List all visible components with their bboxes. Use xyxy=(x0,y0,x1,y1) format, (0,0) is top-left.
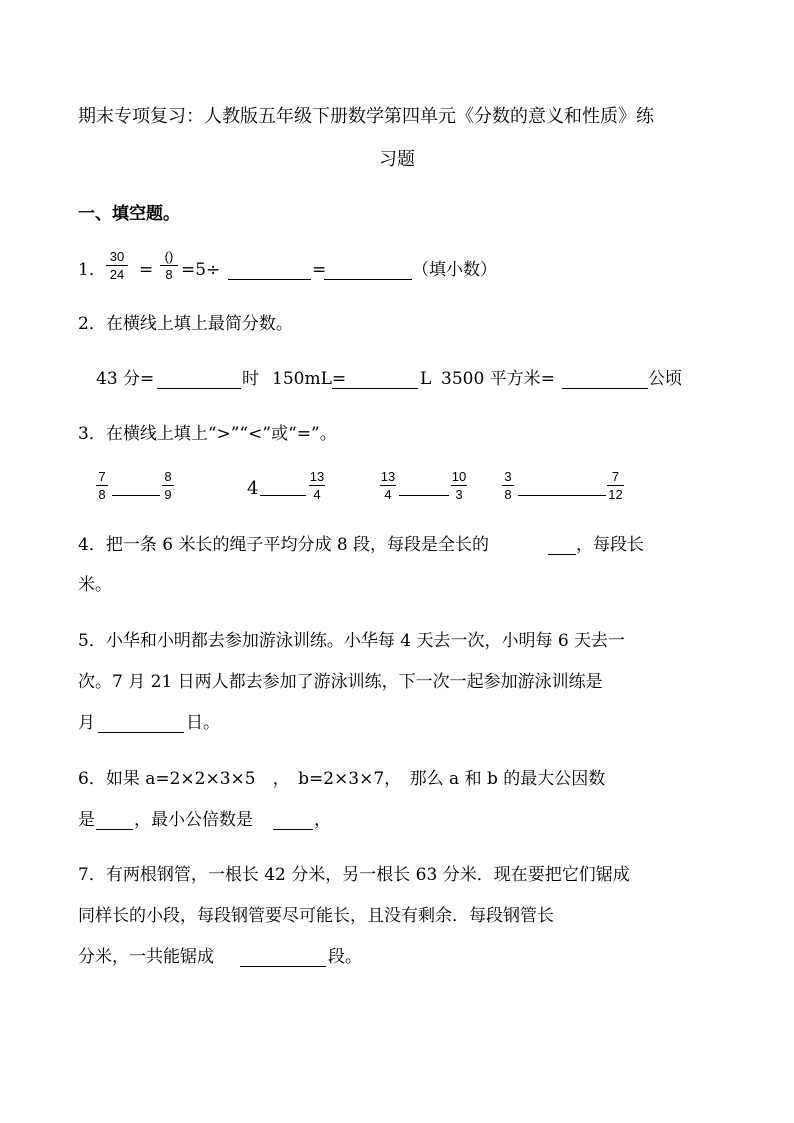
fraction-denominator: 8 xyxy=(165,267,173,282)
fraction-numerator: 13 xyxy=(309,469,325,484)
fraction-denominator: 24 xyxy=(109,267,125,282)
answer-blank[interactable] xyxy=(273,829,313,830)
comparison-blank[interactable] xyxy=(399,495,449,496)
fraction-10-3 xyxy=(451,470,467,501)
fraction-denominator: 4 xyxy=(384,487,392,502)
conversion-label: 150mL= xyxy=(272,369,347,389)
answer-blank[interactable] xyxy=(96,829,133,830)
fraction-numerator: 10 xyxy=(451,469,467,484)
unit-label: 公顷 xyxy=(648,369,682,389)
answer-blank[interactable] xyxy=(240,966,326,967)
fraction-denominator: 4 xyxy=(313,487,321,502)
fraction-bar xyxy=(106,265,128,266)
question-text: 日。 xyxy=(186,713,220,733)
answer-blank[interactable] xyxy=(228,279,311,280)
fraction-numerator: 8 xyxy=(164,469,172,484)
fraction-13-4 xyxy=(309,470,325,501)
fraction-30-24 xyxy=(106,250,128,281)
page-title-line-2: 习题 xyxy=(379,149,415,170)
conversion-label: 3500 平方米= xyxy=(441,369,555,389)
answer-blank[interactable] xyxy=(98,732,184,733)
question-text: 是 xyxy=(78,810,95,830)
question-text: ，每段长 xyxy=(576,535,644,555)
fraction-denominator: 8 xyxy=(98,487,106,502)
question-text: 月 xyxy=(78,713,95,733)
fraction-denominator: 3 xyxy=(455,487,463,502)
question-text: 5．小华和小明都去参加游泳训练。小华每 4 天去一次，小明每 6 天去一 xyxy=(78,631,626,651)
question-text: 米。 xyxy=(78,575,112,595)
answer-blank[interactable] xyxy=(324,279,412,280)
answer-blank[interactable] xyxy=(332,388,418,389)
fraction-bar xyxy=(96,485,108,486)
fraction-7-12 xyxy=(607,470,624,501)
question-text: 7．有两根钢管，一根长 42 分米，另一根长 63 分米．现在要把它们锯成 xyxy=(78,865,630,885)
question-prompt: 3．在横线上填上“>”“<”或“=”。 xyxy=(78,424,337,444)
fraction-numerator: () xyxy=(164,249,174,264)
comparison-blank[interactable] xyxy=(112,495,160,496)
conversion-label: 43 分= xyxy=(96,369,155,389)
section-heading: 一、填空题。 xyxy=(78,204,180,224)
fraction-numerator: 30 xyxy=(109,249,125,264)
question-text: 分米，一共能锯成 xyxy=(78,947,214,967)
fraction-blank-8 xyxy=(160,250,178,281)
fraction-numerator: 3 xyxy=(504,469,512,484)
comparison-blank[interactable] xyxy=(260,495,306,496)
unit-label: L xyxy=(420,369,432,389)
fraction-bar xyxy=(380,485,396,486)
fraction-3-8 xyxy=(502,470,514,501)
page-title-line-1: 期末专项复习：人教版五年级下册数学第四单元《分数的意义和性质》练 xyxy=(78,106,654,127)
fraction-denominator: 8 xyxy=(504,487,512,502)
fraction-7-8 xyxy=(96,470,108,501)
whole-number: 4 xyxy=(247,478,259,499)
question-text: 段。 xyxy=(328,947,362,967)
question-number: 1． xyxy=(78,260,106,280)
question-text: 6．如果 a=2×2×3×5 ， b=2×3×7， 那么 a 和 b 的最大公因数 xyxy=(78,769,606,789)
fraction-denominator: 12 xyxy=(608,487,623,502)
equals-sign: = xyxy=(139,260,154,280)
question-text: ，最小公倍数是 xyxy=(134,810,253,830)
fraction-numerator: 7 xyxy=(98,469,106,484)
fraction-8-9 xyxy=(162,470,174,501)
question-text: 4．把一条 6 米长的绳子平均分成 8 段，每段是全长的 xyxy=(78,535,490,555)
fraction-bar xyxy=(607,485,624,486)
equals-sign: = xyxy=(312,260,327,280)
fraction-bar xyxy=(162,485,174,486)
answer-blank[interactable] xyxy=(157,388,241,389)
question-text: ， xyxy=(314,810,331,830)
fraction-bar xyxy=(309,485,325,486)
fraction-bar xyxy=(451,485,467,486)
question-prompt: 2．在横线上填上最简分数。 xyxy=(78,314,293,334)
instruction-note: （填小数） xyxy=(412,260,497,280)
division-expression: =5÷ xyxy=(181,260,221,280)
question-text: 次。7 月 21 日两人都去参加了游泳训练，下一次一起参加游泳训练是 xyxy=(78,672,603,692)
fraction-numerator: 13 xyxy=(380,469,396,484)
fraction-bar xyxy=(160,265,178,266)
answer-blank[interactable] xyxy=(562,388,648,389)
fraction-13-4 xyxy=(380,470,396,501)
answer-blank[interactable] xyxy=(548,554,576,555)
question-text: 同样长的小段，每段钢管要尽可能长，且没有剩余．每段钢管长 xyxy=(78,906,554,926)
fraction-denominator: 9 xyxy=(164,487,172,502)
unit-label: 时 xyxy=(242,369,259,389)
fraction-numerator: 7 xyxy=(611,469,620,484)
fraction-bar xyxy=(502,485,514,486)
comparison-blank[interactable] xyxy=(518,495,606,496)
